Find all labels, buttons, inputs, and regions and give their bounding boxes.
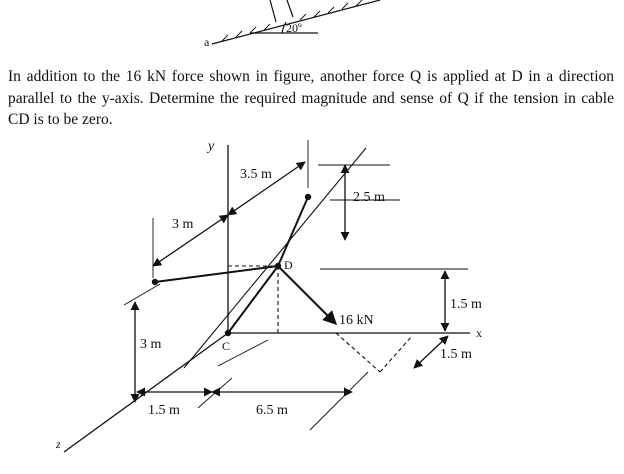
angle-label: 20º: [286, 21, 302, 35]
cable-CD: [228, 266, 278, 333]
problem-statement: In addition to the 16 kN force shown in figure, another force Q is applied at D in a direction parallel to the y-axis. Determine the required magnitude and sense of Q if the tension in cable CD is to be zero.: [8, 68, 614, 128]
label-dim-1-5m-diag: 1.5 m: [440, 347, 472, 362]
dim-bottom-ext-right: [310, 372, 368, 430]
top-partial-figure: [0, 0, 624, 60]
label-dim-3-5m: 3.5 m: [240, 167, 272, 182]
label-16kN: 16 kN: [339, 313, 374, 328]
block-left-edge: [270, 0, 276, 22]
point-C: [225, 330, 231, 336]
label-dim-2-5m: 2.5 m: [353, 190, 385, 205]
dim-bottom-ext-mid: [198, 378, 232, 408]
axis-z-label: z: [56, 437, 61, 451]
axis-y-label: y: [208, 139, 215, 154]
point-top-anchor: [305, 194, 311, 200]
label-D: D: [284, 258, 293, 272]
dashed-force-projection-2: [380, 336, 412, 372]
label-dim-1-5m-right: 1.5 m: [450, 297, 482, 312]
label-dim-3m-upper: 3 m: [172, 217, 194, 232]
cable-top: [278, 197, 308, 266]
cable-left: [155, 266, 278, 282]
block-right-edge: [287, 0, 293, 17]
point-D: [275, 263, 281, 269]
label-C: C: [222, 339, 231, 353]
point-left-anchor: [152, 279, 158, 285]
dim-3m-left-ext: [124, 284, 160, 305]
main-figure: [0, 130, 624, 474]
dashed-force-projection-1: [336, 333, 380, 372]
point-a-label: a: [204, 35, 210, 49]
label-dim-1-5m-bottom: 1.5 m: [148, 403, 180, 418]
force-16kN-arrow: [278, 266, 336, 324]
label-dim-6-5m: 6.5 m: [256, 403, 288, 418]
axis-x-label: x: [476, 326, 482, 340]
label-dim-3m-left: 3 m: [140, 337, 162, 352]
